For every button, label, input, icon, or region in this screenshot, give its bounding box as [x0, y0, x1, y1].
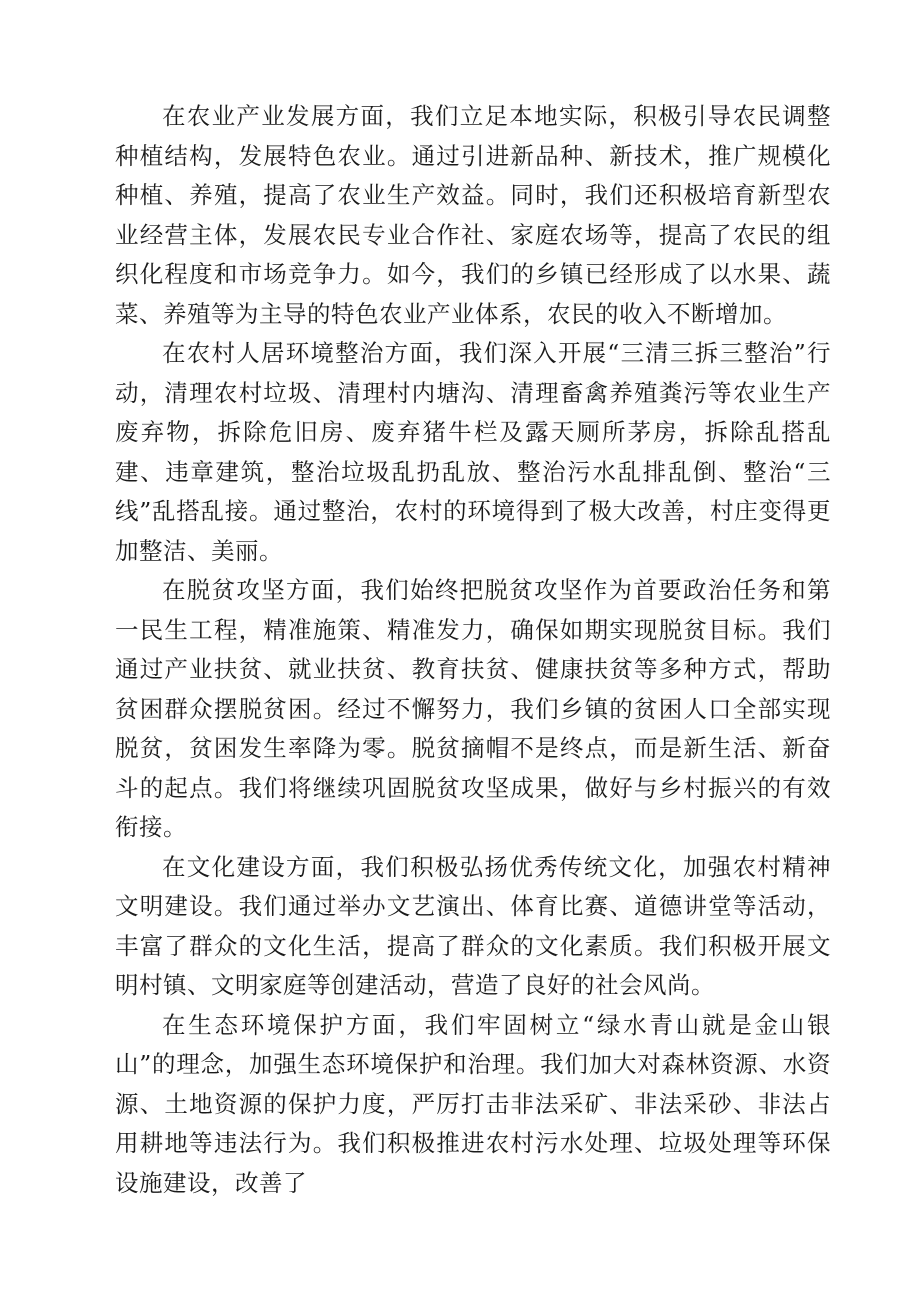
- document-body: [115, 97, 831, 1203]
- paragraph-living-environment: 在农村人居环境整治方面，我们深入开展“三清三拆三整治”行动，清理农村垃圾、清理村内塘沟、清理畜禽养殖粪污等农业生产废弃物，拆除危旧房、废弃猪牛栏及露天厕所茅房，拆除乱搭乱建、违章建筑，整治垃圾乱扔乱放、整治污水乱排乱倒、整治“三线”乱搭乱接。通过整治，农村的环境得到了极大改善，村庄变得更加整洁、美丽。: [115, 339, 831, 565]
- paragraph-poverty-alleviation: 在脱贫攻坚方面，我们始终把脱贫攻坚作为首要政治任务和第一民生工程，精准施策、精准发力，确保如期实现脱贫目标。我们通过产业扶贫、就业扶贫、教育扶贫、健康扶贫等多种方式，帮助贫困群众摆脱贫困。经过不懈努力，我们乡镇的贫困人口全部实现脱贫，贫困发生率降为零。脱贫摘帽不是终点，而是新生活、新奋斗的起点。我们将继续巩固脱贫攻坚成果，做好与乡村振兴的有效衔接。: [115, 576, 831, 841]
- paragraph-ecology: 在生态环境保护方面，我们牢固树立“绿水青山就是金山银山”的理念，加强生态环境保护和治理。我们加大对森林资源、水资源、土地资源的保护力度，严厉打击非法采矿、非法采砂、非法占用耕地等违法行为。我们积极推进农村污水处理、垃圾处理等环保设施建设，改善了: [115, 1010, 831, 1197]
- paragraph-agriculture: 在农业产业发展方面，我们立足本地实际，积极引导农民调整种植结构，发展特色农业。通过引进新品种、新技术，推广规模化种植、养殖，提高了农业生产效益。同时，我们还积极培育新型农业经营主体，发展农民专业合作社、家庭农场等，提高了农民的组织化程度和市场竞争力。如今，我们的乡镇已经形成了以水果、蔬菜、养殖等为主导的特色农业产业体系，农民的收入不断增加。: [115, 102, 831, 328]
- paragraph-culture: 在文化建设方面，我们积极弘扬优秀传统文化，加强农村精神文明建设。我们通过举办文艺演出、体育比赛、道德讲堂等活动，丰富了群众的文化生活，提高了群众的文化素质。我们积极开展文明村镇、文明家庭等创建活动，营造了良好的社会风尚。: [115, 852, 831, 999]
